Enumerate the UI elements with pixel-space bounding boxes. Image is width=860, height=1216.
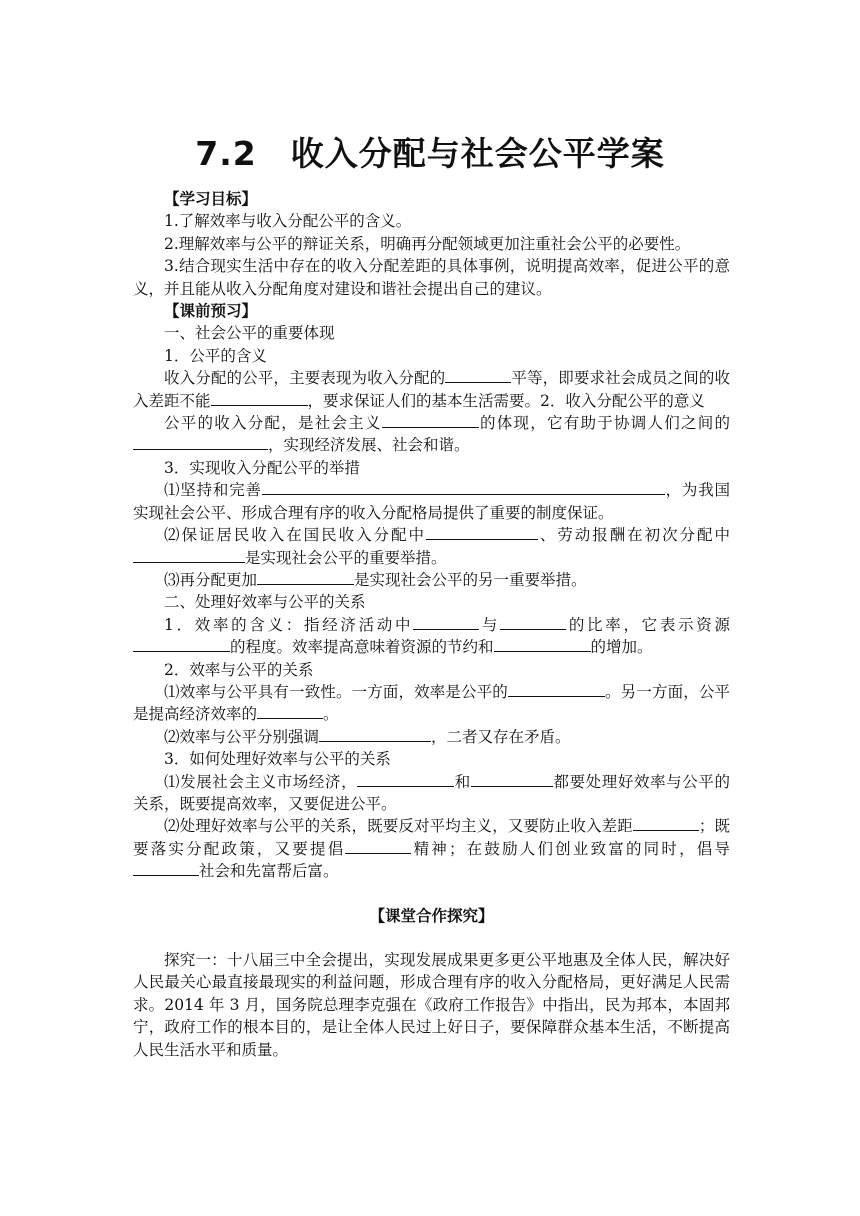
fill-blank[interactable] (133, 435, 268, 450)
fill-blank[interactable] (494, 637, 591, 652)
paragraph: ⑴效率与公平具有一致性。一方面，效率是公平的 。另一方面，公平是提高经济效率的 。 (133, 682, 730, 724)
fill-blank[interactable] (257, 704, 323, 719)
goal-item: 1.了解效率与收入分配公平的含义。 (164, 212, 412, 231)
fill-blank[interactable] (257, 570, 354, 585)
paragraph: ⑴发展社会主义市场经济， 和 都要处理好效率与公平的关系，既要提高效率，又要促进公平。 (133, 772, 730, 813)
subheading: 二、处理好效率与公平的关系 (164, 593, 366, 612)
fill-blank[interactable] (345, 839, 411, 854)
fill-blank[interactable] (133, 861, 199, 876)
paragraph: ⑴坚持和完善 ，为我国实现社会公平、形成合理有序的收入分配格局提供了重要的制度保证。 (133, 481, 730, 522)
fill-blank[interactable] (133, 548, 245, 563)
fill-blank[interactable] (382, 413, 479, 428)
fill-blank[interactable] (445, 368, 511, 383)
subheading: 3．如何处理好效率与公平的关系 (164, 750, 391, 769)
paragraph: 收入分配的公平，主要表现为收入分配的 平等，即要求社会成员之间的收入差距不能 ，要求保证人们的基本生活需要。2．收入分配公平的意义 (133, 369, 730, 410)
paragraph: 公平的收入分配，是社会主义 的体现，它有助于协调人们之间的，实现经济发展、社会和谐。 (133, 412, 730, 457)
goal-item: 3.结合现实生活中存在的收入分配差距的具体事例，说明提高效率，促进公平的意义，并且能从收入分配角度对建设和谐社会提出自己的建议。 (133, 257, 730, 298)
explore-paragraph: 探究一：十八届三中全会提出，实现发展成果更多更公平地惠及全体人民，解决好人民最关心最直接最现实的利益问题，形成合理有序的收入分配格局，更好满足人民需求。2014 年 3 月，国务院总理李克强在《政府工作报告》中指出，民为邦本，本固邦宁，政府工作的根本目的，是让全体人民过上好日子，要保障群众基本生活，不断提高人民生活水平和质量。 (133, 951, 730, 1059)
page-title: 7.2 收入分配与社会公平学案 (195, 134, 665, 173)
section-heading-goals: 【学习目标】 (164, 190, 258, 208)
section-heading-explore: 【课堂合作探究】 (369, 906, 494, 925)
goal-item: 2.理解效率与公平的辩证关系，明确再分配领域更加注重社会公平的必要性。 (164, 234, 691, 253)
paragraph: 1．效率的含义：指经济活动中 与 的比率，它表示资源的程度。效率提高意味着资源的节约和 的增加。 (133, 614, 730, 659)
subheading: 一、社会公平的重要体现 (164, 324, 335, 343)
paragraph: ⑶再分配更加 是实现社会公平的另一重要举措。 (164, 570, 587, 589)
fill-blank[interactable] (633, 816, 699, 831)
fill-blank[interactable] (471, 772, 553, 787)
fill-blank[interactable] (211, 391, 308, 406)
subheading: 1．公平的含义 (164, 346, 267, 365)
subheading: 3．实现收入分配公平的举措 (164, 458, 360, 477)
paragraph: ⑵保证居民收入在国民收入分配中 、劳动报酬在初次分配中是实现社会公平的重要举措。 (133, 524, 730, 569)
fill-blank[interactable] (262, 480, 665, 495)
fill-blank[interactable] (319, 727, 431, 742)
paragraph: ⑵处理好效率与公平的关系，既要反对平均主义，又要防止收入差距 ；既要落实分配政策，又要提倡 精神；在鼓励人们创业致富的同时，倡导社会和先富帮后富。 (133, 817, 730, 881)
fill-blank[interactable] (500, 615, 566, 630)
paragraph: ⑵效率与公平分别强调 ，二者又存在矛盾。 (164, 727, 571, 746)
document-body (133, 188, 730, 1061)
section-heading-preview: 【课前预习】 (164, 302, 258, 321)
fill-blank[interactable] (357, 772, 454, 787)
subheading: 2．效率与公平的关系 (164, 660, 314, 679)
fill-blank[interactable] (413, 615, 479, 630)
fill-blank[interactable] (133, 637, 230, 652)
fill-blank[interactable] (426, 525, 538, 540)
fill-blank[interactable] (508, 682, 605, 697)
